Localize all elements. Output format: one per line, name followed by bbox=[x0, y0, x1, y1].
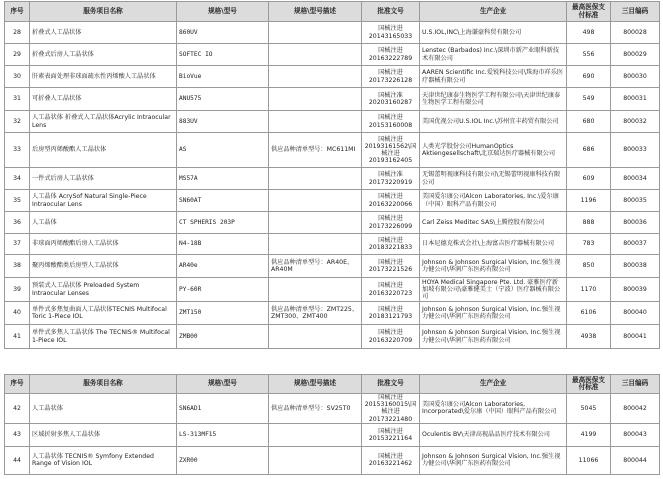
header-cell: 三目编码 bbox=[611, 375, 660, 394]
table-row bbox=[5, 234, 660, 255]
cell-manufacturer: Johnson & Johnson Surgical Vision, Inc.强生视力健公司\华润广东医药有限公司 bbox=[420, 302, 567, 325]
cell-max-price: 11066 bbox=[567, 446, 611, 474]
cell-manufacturer: 美国爱尔康公司Alcon Laboratories, Inc.\爱尔康（中国）眼科产品有限公司 bbox=[420, 190, 567, 212]
table-row bbox=[5, 190, 660, 212]
cell-spec-desc bbox=[269, 446, 362, 474]
cell-serial: 34 bbox=[5, 168, 30, 190]
cell-approval: 国械注进20163220709 bbox=[362, 325, 420, 349]
cell-approval: 国械注进20153221164 bbox=[362, 423, 420, 446]
cell-manufacturer: AAREN Scientific Inc.爱锐科技公司\珠海市祥乐医疗器械有限公司 bbox=[420, 66, 567, 88]
cell-spec-desc: 供应品种清单型号：AR40E、AR40M bbox=[269, 255, 362, 278]
cell-max-price: 680 bbox=[567, 111, 611, 133]
cell-item-name: 人工晶状体 TECNIS® Symfony Extended Range of Vision IOL bbox=[30, 446, 177, 474]
cell-max-price: 1196 bbox=[567, 190, 611, 212]
cell-serial: 31 bbox=[5, 88, 30, 111]
cell-serial: 30 bbox=[5, 66, 30, 88]
table-row bbox=[5, 111, 660, 133]
cell-manufacturer: Johnson & Johnson Surgical Vision, Inc.强生视力健公司\华润广东医药有限公司 bbox=[420, 325, 567, 349]
cell-code: 800036 bbox=[611, 212, 660, 234]
header-cell: 规格\型号描述 bbox=[269, 2, 362, 22]
cell-spec-desc bbox=[269, 190, 362, 212]
cell-approval: 国械注准20203160287 bbox=[362, 88, 420, 111]
cell-code: 800029 bbox=[611, 44, 660, 66]
cell-item-name: 区域折射多焦人工晶状体 bbox=[30, 423, 177, 446]
cell-approval: 国械注进20173226099 bbox=[362, 212, 420, 234]
cell-manufacturer: Carl Zeiss Meditec SAS\上腾控股有限公司 bbox=[420, 212, 567, 234]
cell-manufacturer: Johnson & Johnson Surgical Vision, Inc.强生视力健公司\华润广东医药有限公司 bbox=[420, 446, 567, 474]
header-cell: 生产企业 bbox=[420, 2, 567, 22]
cell-approval: 国械注进20153160008 bbox=[362, 111, 420, 133]
cell-code: 800043 bbox=[611, 423, 660, 446]
cell-approval: 国械注进20163220723 bbox=[362, 278, 420, 302]
table-row bbox=[5, 66, 660, 88]
cell-spec: ZXR00 bbox=[177, 446, 269, 474]
cell-code: 800033 bbox=[611, 133, 660, 168]
cell-spec-desc bbox=[269, 111, 362, 133]
cell-item-name: 肝素表面处理非球面疏水性丙烯酸人工晶状体 bbox=[30, 66, 177, 88]
cell-serial: 42 bbox=[5, 394, 30, 424]
cell-spec: SN6AD1 bbox=[177, 394, 269, 424]
cell-spec-desc bbox=[269, 66, 362, 88]
cell-serial: 28 bbox=[5, 22, 30, 44]
cell-spec: PY-60R bbox=[177, 278, 269, 302]
cell-spec: 883UV bbox=[177, 111, 269, 133]
cell-code: 800039 bbox=[611, 278, 660, 302]
cell-approval: 国械注进20183221833 bbox=[362, 234, 420, 255]
table-row bbox=[5, 22, 660, 44]
cell-spec: LS-313MF15 bbox=[177, 423, 269, 446]
cell-max-price: 686 bbox=[567, 133, 611, 168]
cell-spec: CT SPHERIS 203P bbox=[177, 212, 269, 234]
price-table-top bbox=[4, 1, 660, 349]
header-cell: 三目编码 bbox=[611, 2, 660, 22]
header-cell: 最高医保支付标准 bbox=[567, 2, 611, 22]
cell-serial: 41 bbox=[5, 325, 30, 349]
header-cell: 序号 bbox=[5, 2, 30, 22]
cell-spec: SOFTEC IO bbox=[177, 44, 269, 66]
cell-spec-desc bbox=[269, 88, 362, 111]
cell-manufacturer: 日本尼德克株式会社\上海富吉医疗器械有限公司 bbox=[420, 234, 567, 255]
header-cell: 批准文号 bbox=[362, 2, 420, 22]
header-cell: 生产企业 bbox=[420, 375, 567, 394]
cell-spec: ANU575 bbox=[177, 88, 269, 111]
cell-spec-desc bbox=[269, 423, 362, 446]
cell-manufacturer: 人类光学股份公司HumanOptics Aktiengesellschaft\北京瑞达医疗器械有限公司 bbox=[420, 133, 567, 168]
cell-spec: N4-18B bbox=[177, 234, 269, 255]
table-row bbox=[5, 302, 660, 325]
cell-approval: 国械注进20173221526 bbox=[362, 255, 420, 278]
cell-item-name: 一件式后房人工晶状体 bbox=[30, 168, 177, 190]
cell-manufacturer: 美国爱尔康公司Alcon Laboratories, Incorporated\爱尔康（中国）眼科产品有限公司 bbox=[420, 394, 567, 424]
cell-spec: AS bbox=[177, 133, 269, 168]
cell-approval: 国械注进20163222789 bbox=[362, 44, 420, 66]
cell-item-name: 折叠式人工晶状体 bbox=[30, 22, 177, 44]
cell-approval: 国械注进20193161562\国械注进20193162405 bbox=[362, 133, 420, 168]
table-row bbox=[5, 133, 660, 168]
cell-spec-desc: 供应品种清单型号：SV25T0 bbox=[269, 394, 362, 424]
cell-serial: 39 bbox=[5, 278, 30, 302]
cell-serial: 36 bbox=[5, 212, 30, 234]
cell-approval: 国械注进20163220066 bbox=[362, 190, 420, 212]
cell-manufacturer: HOYA Medical Singapore Pte. Ltd. 豪雅医疗新加坡有限公司\豪雅健美士（宁波）医疗器械有限公司 bbox=[420, 278, 567, 302]
cell-item-name: 人工晶体 AcrySof Natural Single-Piece Intraocular Lens bbox=[30, 190, 177, 212]
cell-spec: BioVue bbox=[177, 66, 269, 88]
table-row bbox=[5, 278, 660, 302]
cell-code: 800031 bbox=[611, 88, 660, 111]
cell-spec-desc bbox=[269, 278, 362, 302]
cell-serial: 44 bbox=[5, 446, 30, 474]
cell-max-price: 609 bbox=[567, 168, 611, 190]
table-row bbox=[5, 44, 660, 66]
header-cell: 规格\型号 bbox=[177, 375, 269, 394]
cell-spec: MS57A bbox=[177, 168, 269, 190]
table-row bbox=[5, 394, 660, 424]
cell-manufacturer: 美国优视公司U.S.IOL Inc.\苏州宜丰药贸有限公司 bbox=[420, 111, 567, 133]
table-row bbox=[5, 212, 660, 234]
header-cell: 服务项目名称 bbox=[30, 2, 177, 22]
cell-spec: ZMT150 bbox=[177, 302, 269, 325]
cell-spec: ZMB00 bbox=[177, 325, 269, 349]
cell-code: 800038 bbox=[611, 255, 660, 278]
cell-code: 800040 bbox=[611, 302, 660, 325]
cell-max-price: 549 bbox=[567, 88, 611, 111]
cell-item-name: 预装式人工晶状体 Preloaded System Intraocular Lenses bbox=[30, 278, 177, 302]
cell-serial: 43 bbox=[5, 423, 30, 446]
cell-code: 800037 bbox=[611, 234, 660, 255]
table-row bbox=[5, 423, 660, 446]
cell-approval: 国械注进20183121793 bbox=[362, 302, 420, 325]
cell-code: 800034 bbox=[611, 168, 660, 190]
cell-item-name: 人工晶状体 折叠式人工晶状体Acrylic Intraocular Lens bbox=[30, 111, 177, 133]
cell-spec-desc bbox=[269, 168, 362, 190]
cell-approval: 国械注进20163221462 bbox=[362, 446, 420, 474]
cell-item-name: 折叠式后房人工晶状体 bbox=[30, 44, 177, 66]
cell-max-price: 1170 bbox=[567, 278, 611, 302]
table-row bbox=[5, 325, 660, 349]
cell-manufacturer: Lenstec (Barbados) Inc.\深圳市新产业眼科新技术有限公司 bbox=[420, 44, 567, 66]
cell-manufacturer: 无锡蕾明视康科技有限公司\无锡蕾明视康科技有限公司 bbox=[420, 168, 567, 190]
cell-code: 800028 bbox=[611, 22, 660, 44]
cell-item-name: 后房型丙烯酸酯人工晶状体 bbox=[30, 133, 177, 168]
header-cell: 规格\型号 bbox=[177, 2, 269, 22]
cell-max-price: 6106 bbox=[567, 302, 611, 325]
header-cell: 批准文号 bbox=[362, 375, 420, 394]
cell-spec-desc: 供应品种清单型号：ZMT225、ZMT300、ZMT400 bbox=[269, 302, 362, 325]
cell-code: 800044 bbox=[611, 446, 660, 474]
cell-approval: 国械注进20143165033 bbox=[362, 22, 420, 44]
cell-manufacturer: U.S.IOL,INC\上海谦豪科贸有限公司 bbox=[420, 22, 567, 44]
cell-serial: 32 bbox=[5, 111, 30, 133]
cell-item-name: 人工晶体 bbox=[30, 212, 177, 234]
cell-manufacturer: 天津世纪康泰生物医学工程有限公司\天津世纪康泰生物医学工程有限公司 bbox=[420, 88, 567, 111]
table-row bbox=[5, 88, 660, 111]
price-table-bottom bbox=[4, 374, 660, 475]
cell-serial: 35 bbox=[5, 190, 30, 212]
cell-approval: 国械注进20173226128 bbox=[362, 66, 420, 88]
cell-spec-desc bbox=[269, 44, 362, 66]
cell-item-name: 可折叠人工晶状体 bbox=[30, 88, 177, 111]
header-cell: 序号 bbox=[5, 375, 30, 394]
cell-spec: 860UV bbox=[177, 22, 269, 44]
table-row bbox=[5, 255, 660, 278]
cell-item-name: 非球面丙烯酸酯后房人工晶状体 bbox=[30, 234, 177, 255]
cell-max-price: 850 bbox=[567, 255, 611, 278]
cell-approval: 国械注准20173220919 bbox=[362, 168, 420, 190]
cell-spec: AR40e bbox=[177, 255, 269, 278]
cell-item-name: 聚丙烯酸酯类后房型人工晶状体 bbox=[30, 255, 177, 278]
cell-spec-desc bbox=[269, 234, 362, 255]
cell-code: 800035 bbox=[611, 190, 660, 212]
cell-spec-desc bbox=[269, 212, 362, 234]
cell-max-price: 498 bbox=[567, 22, 611, 44]
cell-item-name: 单件式多焦复曲面人工晶状体TECNIS Multifocal Toric 1-Piece IOL bbox=[30, 302, 177, 325]
cell-code: 800032 bbox=[611, 111, 660, 133]
cell-max-price: 690 bbox=[567, 66, 611, 88]
cell-max-price: 888 bbox=[567, 212, 611, 234]
cell-item-name: 单件式多焦人工晶状体 The TECNIS® Multifocal 1-Piece IOL bbox=[30, 325, 177, 349]
cell-serial: 33 bbox=[5, 133, 30, 168]
cell-item-name: 人工晶状体 bbox=[30, 394, 177, 424]
cell-max-price: 4199 bbox=[567, 423, 611, 446]
cell-max-price: 556 bbox=[567, 44, 611, 66]
cell-code: 800042 bbox=[611, 394, 660, 424]
cell-spec: SN60AT bbox=[177, 190, 269, 212]
cell-approval: 国械注进20153160015\国械注进20173221480 bbox=[362, 394, 420, 424]
header-cell: 规格\型号描述 bbox=[269, 375, 362, 394]
cell-max-price: 5045 bbox=[567, 394, 611, 424]
header-row bbox=[5, 375, 660, 394]
cell-manufacturer: Johnson & Johnson Surgical Vision, Inc.强生视力健公司\华润广东医药有限公司 bbox=[420, 255, 567, 278]
cell-code: 800030 bbox=[611, 66, 660, 88]
header-cell: 服务项目名称 bbox=[30, 375, 177, 394]
cell-max-price: 783 bbox=[567, 234, 611, 255]
cell-manufacturer: Oculentis BV\天津高视晶品医疗技术有限公司 bbox=[420, 423, 567, 446]
cell-spec-desc bbox=[269, 22, 362, 44]
table-row bbox=[5, 168, 660, 190]
cell-code: 800041 bbox=[611, 325, 660, 349]
cell-serial: 40 bbox=[5, 302, 30, 325]
header-row bbox=[5, 2, 660, 22]
cell-serial: 29 bbox=[5, 44, 30, 66]
cell-serial: 38 bbox=[5, 255, 30, 278]
cell-max-price: 4938 bbox=[567, 325, 611, 349]
cell-serial: 37 bbox=[5, 234, 30, 255]
cell-spec-desc: 供应品种清单型号：MC611MI bbox=[269, 133, 362, 168]
header-cell: 最高医保支付标准 bbox=[567, 375, 611, 394]
cell-spec-desc bbox=[269, 325, 362, 349]
table-row bbox=[5, 446, 660, 474]
